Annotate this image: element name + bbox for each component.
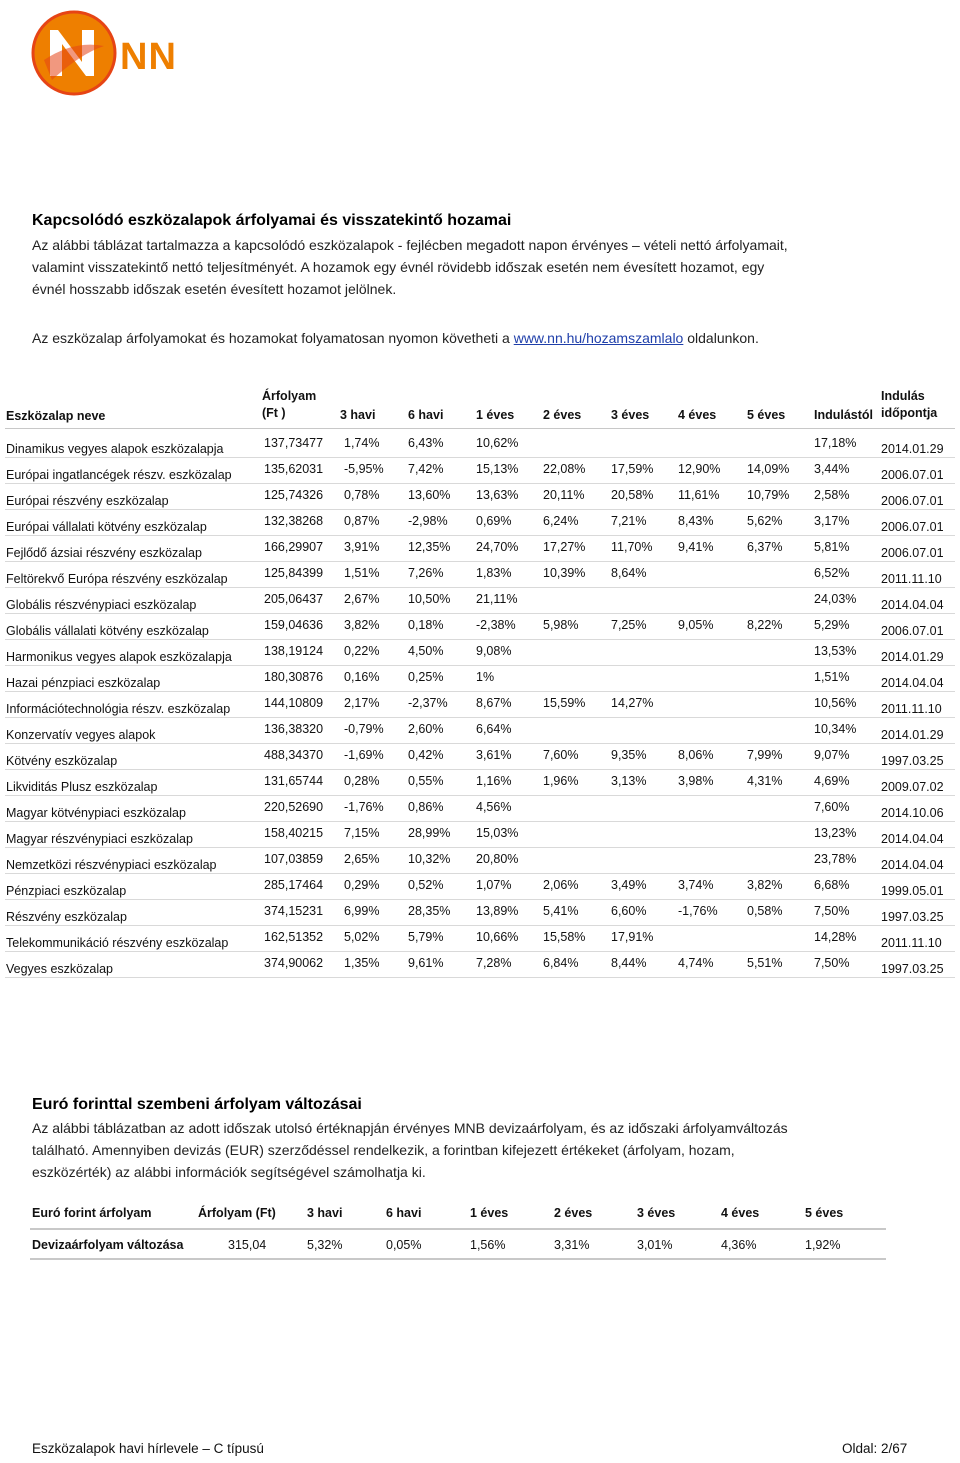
- fund-y4: 8,43%: [678, 514, 714, 528]
- fund-price: 158,40215: [264, 826, 324, 840]
- fund-y1: 4,56%: [476, 800, 512, 814]
- fund-y1: 1,07%: [476, 878, 512, 892]
- fund-m6: 0,55%: [408, 774, 444, 788]
- fund-y5: 7,99%: [747, 748, 783, 762]
- fund-name: Magyar kötvénypiaci eszközalap: [6, 806, 186, 820]
- fund-y2: 7,60%: [543, 748, 579, 762]
- nn-lion-logo-icon: [30, 10, 118, 96]
- fund-y1: 1%: [476, 670, 495, 684]
- fund-y1: 15,13%: [476, 462, 519, 476]
- header-divider: [5, 428, 955, 429]
- fund-price: 159,04636: [264, 618, 324, 632]
- footer-page-number: Oldal: 2/67: [842, 1441, 908, 1456]
- fund-name: Fejlődő ázsiai részvény eszközalap: [6, 546, 202, 560]
- fund-y1: 10,62%: [476, 436, 519, 450]
- fund-y2: 5,98%: [543, 618, 579, 632]
- fund-name: Likviditás Plusz eszközalap: [6, 780, 158, 794]
- fund-name: Globális vállalati kötvény eszközalap: [6, 624, 209, 638]
- euro-row-5y: 1,92%: [805, 1238, 841, 1252]
- fund-m3: 2,65%: [344, 852, 380, 866]
- fund-y5: 5,51%: [747, 956, 783, 970]
- section-title-funds: Kapcsolódó eszközalapok árfolyamai és visszatekintő hozamai: [32, 212, 512, 229]
- fund-y5: 0,58%: [747, 904, 783, 918]
- fund-m3: 6,99%: [344, 904, 380, 918]
- euro-row-label: Devizaárfolyam változása: [32, 1238, 184, 1252]
- fund-since: 23,78%: [814, 852, 857, 866]
- fund-price: 137,73477: [264, 436, 324, 450]
- fund-y3: 17,59%: [611, 462, 654, 476]
- euro-header-6m: 6 havi: [386, 1206, 422, 1220]
- row-divider: [5, 509, 955, 510]
- fund-y1: 1,16%: [476, 774, 512, 788]
- fund-y5: 4,31%: [747, 774, 783, 788]
- fund-since: 6,52%: [814, 566, 850, 580]
- euro-header-3m: 3 havi: [307, 1206, 343, 1220]
- fund-y2: 15,59%: [543, 696, 586, 710]
- fund-since: 5,81%: [814, 540, 850, 554]
- fund-price: 285,17464: [264, 878, 324, 892]
- fund-y5: 10,79%: [747, 488, 790, 502]
- fund-m3: 7,15%: [344, 826, 380, 840]
- fund-y5: 14,09%: [747, 462, 790, 476]
- fund-since: 13,53%: [814, 644, 857, 658]
- fund-name: Európai részvény eszközalap: [6, 494, 169, 508]
- fund-m6: -2,37%: [408, 696, 448, 710]
- fund-m3: 0,16%: [344, 670, 380, 684]
- fund-m6: 13,60%: [408, 488, 451, 502]
- fund-since: 24,03%: [814, 592, 857, 606]
- fund-m6: 6,43%: [408, 436, 444, 450]
- fund-y1: 1,83%: [476, 566, 512, 580]
- table-row: [0, 566, 960, 592]
- fund-y5: 3,82%: [747, 878, 783, 892]
- fund-price: 131,65744: [264, 774, 324, 788]
- fund-y1: 24,70%: [476, 540, 519, 554]
- fund-m3: 0,87%: [344, 514, 380, 528]
- row-divider: [5, 847, 955, 848]
- fund-start-date: 2006.07.01: [881, 546, 944, 560]
- fund-name: Globális részvénypiaci eszközalap: [6, 598, 197, 612]
- table-row: [0, 930, 960, 956]
- nn-logo: [30, 10, 190, 96]
- fund-y2: 1,96%: [543, 774, 579, 788]
- fund-since: 5,29%: [814, 618, 850, 632]
- fund-y1: 9,08%: [476, 644, 512, 658]
- fund-y2: 20,11%: [543, 488, 585, 502]
- header-6m: 6 havi: [408, 408, 444, 422]
- hozamszamlalo-link[interactable]: www.nn.hu/hozamszamlalo: [513, 330, 684, 346]
- table-row: [0, 436, 960, 462]
- fund-y1: 0,69%: [476, 514, 512, 528]
- fund-m3: 0,28%: [344, 774, 380, 788]
- fund-start-date: 2011.11.10: [881, 702, 942, 716]
- fund-m6: 28,99%: [408, 826, 451, 840]
- euro-table-header: [0, 1206, 960, 1226]
- fund-y3: 17,91%: [611, 930, 654, 944]
- row-divider: [5, 743, 955, 744]
- euro-row-2y: 3,31%: [554, 1238, 590, 1252]
- fund-start-date: 2014.01.29: [881, 728, 944, 742]
- fund-since: 6,68%: [814, 878, 850, 892]
- header-start-date-2: időpontja: [881, 406, 938, 420]
- fund-start-date: 2014.01.29: [881, 442, 944, 456]
- tracking-paragraph: [32, 327, 922, 349]
- fund-price: 220,52690: [264, 800, 324, 814]
- row-divider: [5, 665, 955, 666]
- fund-name: Telekommunikáció részvény eszközalap: [6, 936, 229, 950]
- header-price-unit: (Ft ): [262, 406, 286, 420]
- header-since-start: Indulástól: [814, 408, 874, 422]
- row-divider: [5, 769, 955, 770]
- fund-price: 166,29907: [264, 540, 324, 554]
- fund-y1: 13,89%: [476, 904, 519, 918]
- fund-y1: 13,63%: [476, 488, 519, 502]
- row-divider: [5, 691, 955, 692]
- table-row: [0, 748, 960, 774]
- fund-y1: 7,28%: [476, 956, 512, 970]
- euro-line: eszközérték) az alábbi információk segítségével számolhatja ki.: [32, 1164, 426, 1180]
- euro-header-3y: 3 éves: [637, 1206, 676, 1220]
- fund-m3: -1,76%: [344, 800, 384, 814]
- fund-y4: 3,74%: [678, 878, 714, 892]
- tracking-text-end: oldalunkon.: [683, 330, 759, 346]
- row-divider: [5, 717, 955, 718]
- fund-price: 125,84399: [264, 566, 324, 580]
- table-row: [0, 488, 960, 514]
- row-divider: [5, 613, 955, 614]
- fund-name: Pénzpiaci eszközalap: [6, 884, 127, 898]
- table-row: [0, 670, 960, 696]
- intro-line: Az alábbi táblázat tartalmazza a kapcsolódó eszközalapok - fejlécben megadott napon érvényes – vételi nettó árfolyamait,: [32, 237, 788, 253]
- fund-y3: 9,35%: [611, 748, 647, 762]
- intro-line: évnél hosszabb időszak esetén évesített hozamot jelölnek.: [32, 281, 397, 297]
- euro-header-1y: 1 éves: [470, 1206, 509, 1220]
- fund-y1: 8,67%: [476, 696, 512, 710]
- table-row: [0, 462, 960, 488]
- fund-y5: 6,37%: [747, 540, 783, 554]
- fund-since: 2,58%: [814, 488, 850, 502]
- row-divider: [5, 899, 955, 900]
- fund-price: 162,51352: [264, 930, 324, 944]
- header-name: Eszközalap neve: [6, 409, 106, 423]
- euro-row-divider: [30, 1258, 886, 1260]
- fund-m6: 0,25%: [408, 670, 444, 684]
- fund-price: 135,62031: [264, 462, 324, 476]
- fund-price: 374,15231: [264, 904, 324, 918]
- fund-m6: 0,18%: [408, 618, 444, 632]
- fund-y1: -2,38%: [476, 618, 516, 632]
- fund-y3: 11,70%: [611, 540, 653, 554]
- header-3y: 3 éves: [611, 408, 650, 422]
- fund-y3: 7,25%: [611, 618, 647, 632]
- euro-header-2y: 2 éves: [554, 1206, 593, 1220]
- fund-price: 374,90062: [264, 956, 324, 970]
- fund-m3: 1,35%: [344, 956, 380, 970]
- fund-m3: 2,17%: [344, 696, 380, 710]
- fund-m6: 28,35%: [408, 904, 451, 918]
- row-divider: [5, 639, 955, 640]
- funds-table-header: [0, 386, 960, 430]
- fund-name: Hazai pénzpiaci eszközalap: [6, 676, 161, 690]
- table-row: [0, 826, 960, 852]
- fund-m6: 4,50%: [408, 644, 444, 658]
- fund-m6: 7,26%: [408, 566, 444, 580]
- fund-name: Információtechnológia részv. eszközalap: [6, 702, 231, 716]
- fund-start-date: 1997.03.25: [881, 962, 944, 976]
- row-divider: [5, 821, 955, 822]
- fund-price: 205,06437: [264, 592, 324, 606]
- table-row: [0, 722, 960, 748]
- fund-y2: 5,41%: [543, 904, 579, 918]
- fund-start-date: 2006.07.01: [881, 520, 944, 534]
- fund-m6: 9,61%: [408, 956, 444, 970]
- fund-m3: 5,02%: [344, 930, 380, 944]
- fund-y5: 5,62%: [747, 514, 783, 528]
- fund-y4: 8,06%: [678, 748, 714, 762]
- fund-m6: 5,79%: [408, 930, 444, 944]
- fund-y3: 20,58%: [611, 488, 654, 502]
- footer-newsletter-title: Eszközalapok havi hírlevele – C típusú: [32, 1441, 264, 1456]
- fund-y2: 10,39%: [543, 566, 586, 580]
- fund-since: 17,18%: [814, 436, 857, 450]
- fund-start-date: 2014.04.04: [881, 598, 944, 612]
- euro-header-price: Árfolyam (Ft): [198, 1206, 276, 1220]
- table-row: [0, 774, 960, 800]
- euro-row-3m: 5,32%: [307, 1238, 343, 1252]
- fund-start-date: 2014.04.04: [881, 676, 944, 690]
- fund-y5: 8,22%: [747, 618, 783, 632]
- fund-start-date: 2006.07.01: [881, 494, 944, 508]
- fund-name: Kötvény eszközalap: [6, 754, 118, 768]
- fund-start-date: 2009.07.02: [881, 780, 944, 794]
- row-divider: [5, 951, 955, 952]
- fund-name: Feltörekvő Európa részvény eszközalap: [6, 572, 228, 586]
- fund-y3: 7,21%: [611, 514, 647, 528]
- fund-m3: -0,79%: [344, 722, 384, 736]
- euro-header-5y: 5 éves: [805, 1206, 844, 1220]
- fund-y4: 12,90%: [678, 462, 721, 476]
- row-divider: [5, 457, 955, 458]
- row-divider: [5, 925, 955, 926]
- fund-y4: 9,05%: [678, 618, 714, 632]
- fund-y4: 11,61%: [678, 488, 720, 502]
- table-row: [0, 800, 960, 826]
- fund-m3: 2,67%: [344, 592, 380, 606]
- euro-row-price: 315,04: [228, 1238, 267, 1252]
- table-row: [0, 956, 960, 982]
- fund-m6: 12,35%: [408, 540, 451, 554]
- brand-name: NN: [120, 36, 177, 78]
- fund-m3: 3,82%: [344, 618, 380, 632]
- fund-since: 9,07%: [814, 748, 850, 762]
- table-row: [0, 592, 960, 618]
- fund-price: 144,10809: [264, 696, 324, 710]
- fund-price: 136,38320: [264, 722, 324, 736]
- fund-m6: 0,52%: [408, 878, 444, 892]
- header-5y: 5 éves: [747, 408, 786, 422]
- fund-start-date: 2011.11.10: [881, 936, 942, 950]
- table-row: [0, 514, 960, 540]
- fund-y2: 17,27%: [543, 540, 586, 554]
- fund-price: 107,03859: [264, 852, 324, 866]
- euro-header-divider: [30, 1228, 886, 1230]
- header-price: Árfolyam: [262, 389, 317, 403]
- header-4y: 4 éves: [678, 408, 717, 422]
- fund-y3: 8,44%: [611, 956, 647, 970]
- fund-y1: 15,03%: [476, 826, 519, 840]
- fund-since: 7,50%: [814, 904, 850, 918]
- euro-header-label: Euró forint árfolyam: [32, 1206, 152, 1220]
- fund-y2: 2,06%: [543, 878, 579, 892]
- fund-m3: -5,95%: [344, 462, 384, 476]
- fund-y1: 21,11%: [476, 592, 518, 606]
- intro-line: valamint visszatekintő nettó teljesítményét. A hozamok egy évnél rövidebb időszak esetén nem évesített hozamot, egy: [32, 259, 765, 275]
- fund-y1: 3,61%: [476, 748, 512, 762]
- table-row: [0, 878, 960, 904]
- fund-price: 125,74326: [264, 488, 324, 502]
- fund-price: 138,19124: [264, 644, 324, 658]
- euro-table-row: [0, 1238, 960, 1258]
- fund-y1: 10,66%: [476, 930, 519, 944]
- fund-name: Európai vállalati kötvény eszközalap: [6, 520, 207, 534]
- fund-m6: 10,50%: [408, 592, 451, 606]
- table-row: [0, 696, 960, 722]
- fund-y2: 6,24%: [543, 514, 579, 528]
- fund-since: 7,50%: [814, 956, 850, 970]
- section-title-euro: Euró forinttal szembeni árfolyam változásai: [32, 1096, 362, 1113]
- fund-since: 14,28%: [814, 930, 857, 944]
- euro-header-4y: 4 éves: [721, 1206, 760, 1220]
- fund-start-date: 2006.07.01: [881, 468, 944, 482]
- row-divider: [5, 587, 955, 588]
- fund-name: Harmonikus vegyes alapok eszközalapja: [6, 650, 232, 664]
- fund-y3: 6,60%: [611, 904, 647, 918]
- fund-y2: 6,84%: [543, 956, 579, 970]
- fund-y4: 3,98%: [678, 774, 714, 788]
- fund-since: 10,34%: [814, 722, 857, 736]
- euro-row-3y: 3,01%: [637, 1238, 673, 1252]
- fund-price: 132,38268: [264, 514, 324, 528]
- fund-price: 180,30876: [264, 670, 324, 684]
- fund-m3: 0,78%: [344, 488, 380, 502]
- fund-y4: 4,74%: [678, 956, 714, 970]
- fund-start-date: 2014.04.04: [881, 832, 944, 846]
- tracking-text: Az eszközalap árfolyamokat és hozamokat folyamatosan nyomon követheti a: [32, 330, 514, 346]
- euro-row-6m: 0,05%: [386, 1238, 422, 1252]
- euro-paragraph: [32, 1117, 922, 1183]
- fund-y3: 14,27%: [611, 696, 654, 710]
- fund-since: 7,60%: [814, 800, 850, 814]
- row-divider: [5, 483, 955, 484]
- fund-start-date: 1999.05.01: [881, 884, 944, 898]
- fund-y3: 3,49%: [611, 878, 647, 892]
- fund-m6: 0,86%: [408, 800, 444, 814]
- table-row: [0, 644, 960, 670]
- fund-m6: 2,60%: [408, 722, 444, 736]
- fund-since: 10,56%: [814, 696, 857, 710]
- fund-m6: 7,42%: [408, 462, 444, 476]
- fund-y4: 9,41%: [678, 540, 714, 554]
- fund-m3: -1,69%: [344, 748, 384, 762]
- row-divider: [5, 977, 955, 978]
- euro-line: Az alábbi táblázatban az adott időszak utolsó értéknapján érvényes MNB devizaárfolyam, és az időszaki árfolyamváltozás: [32, 1120, 788, 1136]
- fund-m6: -2,98%: [408, 514, 448, 528]
- fund-since: 13,23%: [814, 826, 857, 840]
- fund-start-date: 1997.03.25: [881, 754, 944, 768]
- fund-start-date: 2014.04.04: [881, 858, 944, 872]
- table-row: [0, 618, 960, 644]
- fund-name: Magyar részvénypiaci eszközalap: [6, 832, 193, 846]
- fund-name: Konzervatív vegyes alapok: [6, 728, 156, 742]
- fund-name: Részvény eszközalap: [6, 910, 127, 924]
- fund-m3: 1,51%: [344, 566, 380, 580]
- fund-m6: 10,32%: [408, 852, 451, 866]
- header-3m: 3 havi: [340, 408, 376, 422]
- fund-start-date: 1997.03.25: [881, 910, 944, 924]
- table-row: [0, 540, 960, 566]
- fund-m3: 0,22%: [344, 644, 380, 658]
- euro-line: található. Amennyiben devizás (EUR) szerződéssel rendelkezik, a forintban kifejezett értékeket (árfolyam, hozam,: [32, 1142, 735, 1158]
- fund-y4: -1,76%: [678, 904, 718, 918]
- table-row: [0, 904, 960, 930]
- fund-y2: 15,58%: [543, 930, 586, 944]
- fund-price: 488,34370: [264, 748, 324, 762]
- fund-y1: 20,80%: [476, 852, 519, 866]
- euro-row-4y: 4,36%: [721, 1238, 757, 1252]
- fund-y3: 3,13%: [611, 774, 647, 788]
- fund-m6: 0,42%: [408, 748, 444, 762]
- row-divider: [5, 873, 955, 874]
- fund-m3: 3,91%: [344, 540, 380, 554]
- table-row: [0, 852, 960, 878]
- fund-y1: 6,64%: [476, 722, 512, 736]
- fund-name: Dinamikus vegyes alapok eszközalapja: [6, 442, 224, 456]
- fund-name: Európai ingatlancégek részv. eszközalap: [6, 468, 232, 482]
- intro-paragraph: [32, 234, 922, 300]
- fund-start-date: 2006.07.01: [881, 624, 944, 638]
- fund-start-date: 2014.10.06: [881, 806, 944, 820]
- row-divider: [5, 561, 955, 562]
- fund-name: Nemzetközi részvénypiaci eszközalap: [6, 858, 217, 872]
- fund-since: 3,44%: [814, 462, 850, 476]
- fund-since: 4,69%: [814, 774, 850, 788]
- header-start-date: Indulás: [881, 389, 925, 403]
- row-divider: [5, 535, 955, 536]
- euro-row-1y: 1,56%: [470, 1238, 506, 1252]
- fund-m3: 0,29%: [344, 878, 380, 892]
- fund-since: 3,17%: [814, 514, 850, 528]
- fund-m3: 1,74%: [344, 436, 380, 450]
- row-divider: [5, 795, 955, 796]
- header-1y: 1 éves: [476, 408, 515, 422]
- fund-y2: 22,08%: [543, 462, 586, 476]
- header-2y: 2 éves: [543, 408, 582, 422]
- fund-start-date: 2014.01.29: [881, 650, 944, 664]
- fund-start-date: 2011.11.10: [881, 572, 942, 586]
- fund-y3: 8,64%: [611, 566, 647, 580]
- fund-name: Vegyes eszközalap: [6, 962, 114, 976]
- fund-since: 1,51%: [814, 670, 850, 684]
